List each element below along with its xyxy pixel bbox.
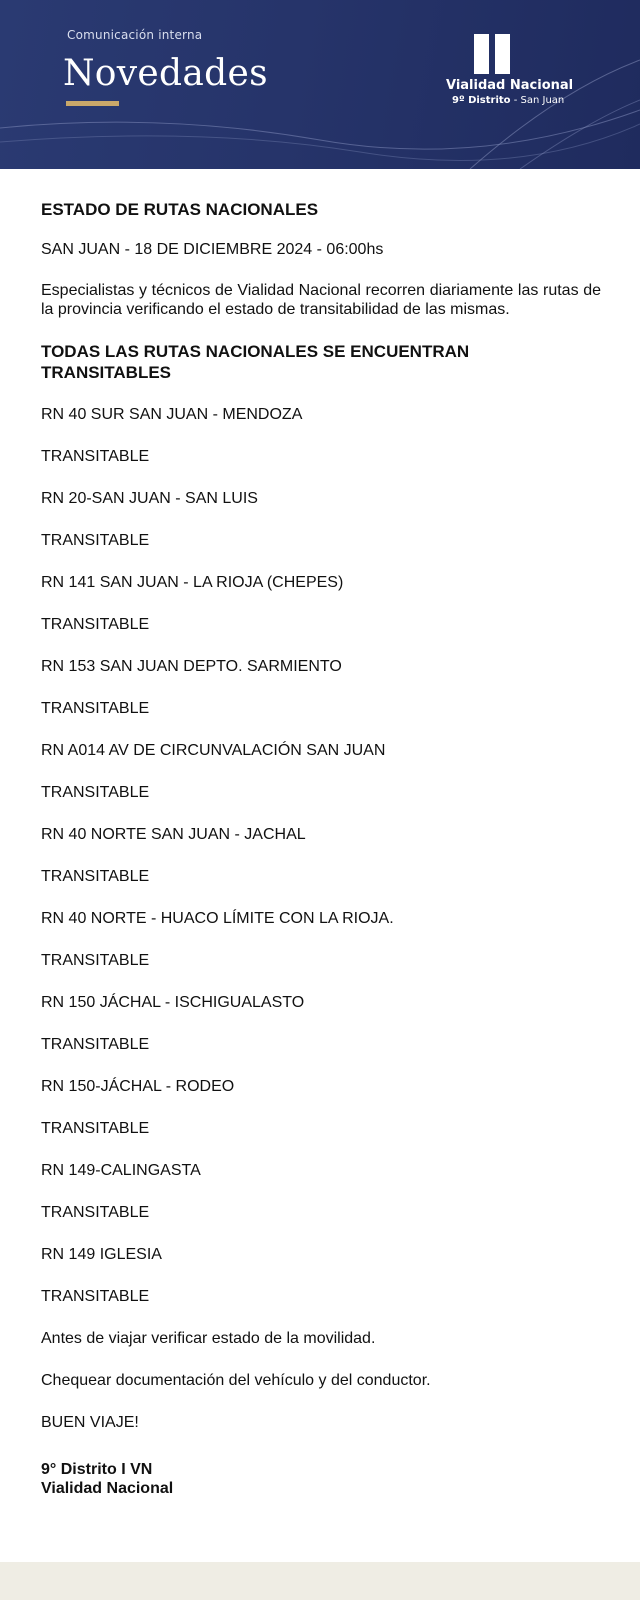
route-item [41, 1161, 601, 1222]
vialidad-logo-icon [474, 34, 510, 74]
signature [41, 1460, 601, 1498]
logo-brand-name: Vialidad Nacional [446, 78, 574, 93]
route-item [41, 573, 601, 634]
route-status: TRANSITABLE [41, 532, 150, 549]
title-underline [66, 101, 119, 106]
footer-band [0, 1562, 640, 1600]
route-name: RN 141 SAN JUAN - LA RIOJA (CHEPES) [41, 574, 344, 591]
route-name: RN 150 JÁCHAL - ISCHIGUALASTO [41, 994, 305, 1011]
article-body [41, 200, 601, 1498]
route-status: TRANSITABLE [41, 448, 150, 465]
route-status: TRANSITABLE [41, 784, 150, 801]
header-kicker: Comunicación interna [67, 28, 203, 42]
route-item [41, 993, 601, 1054]
route-name: RN 40 NORTE SAN JUAN - JACHAL [41, 826, 306, 843]
route-item [41, 489, 601, 550]
route-status: TRANSITABLE [41, 1036, 150, 1053]
route-status: TRANSITABLE [41, 1204, 150, 1221]
route-status: TRANSITABLE [41, 1288, 150, 1305]
route-item [41, 741, 601, 802]
travel-note-vehicle-status: Antes de viajar verificar estado de la movilidad. [41, 1330, 376, 1347]
route-name: RN 40 SUR SAN JUAN - MENDOZA [41, 406, 303, 423]
route-name: RN 149-CALINGASTA [41, 1162, 201, 1179]
header-title: Novedades [63, 53, 268, 94]
signature-line-org: Vialidad Nacional [41, 1480, 174, 1497]
route-item [41, 657, 601, 718]
newsletter-header [0, 0, 640, 169]
article-dateline: SAN JUAN - 18 DE DICIEMBRE 2024 - 06:00hs [41, 241, 384, 258]
logo-district-number: 9º Distrito [452, 95, 511, 106]
route-item [41, 405, 601, 466]
route-name: RN 40 NORTE - HUACO LÍMITE CON LA RIOJA. [41, 910, 394, 927]
logo-district [452, 95, 564, 106]
status-heading: TODAS LAS RUTAS NACIONALES SE ENCUENTRAN TRANSITABLES [41, 342, 470, 382]
travel-note-documentation: Chequear documentación del vehículo y del conductor. [41, 1372, 431, 1389]
route-status: TRANSITABLE [41, 700, 150, 717]
route-name: RN A014 AV DE CIRCUNVALACIÓN SAN JUAN [41, 742, 386, 759]
logo-district-place: - San Juan [510, 95, 565, 106]
route-name: RN 150-JÁCHAL - RODEO [41, 1078, 235, 1095]
article-heading: ESTADO DE RUTAS NACIONALES [41, 200, 319, 219]
route-item [41, 1077, 601, 1138]
route-status: TRANSITABLE [41, 616, 150, 633]
route-status: TRANSITABLE [41, 952, 150, 969]
route-list [41, 405, 601, 1306]
travel-note-farewell: BUEN VIAJE! [41, 1414, 139, 1431]
signature-line-district: 9° Distrito I VN [41, 1461, 153, 1478]
route-name: RN 153 SAN JUAN DEPTO. SARMIENTO [41, 658, 342, 675]
route-name: RN 20-SAN JUAN - SAN LUIS [41, 490, 258, 507]
route-status: TRANSITABLE [41, 868, 150, 885]
article-intro: Especialistas y técnicos de Vialidad Nacional recorren diariamente las rutas de la provincia verificando el estado de transitabilidad de las mismas. [41, 282, 601, 318]
route-item [41, 825, 601, 886]
route-status: TRANSITABLE [41, 1120, 150, 1137]
route-item [41, 1245, 601, 1306]
route-name: RN 149 IGLESIA [41, 1246, 162, 1263]
route-item [41, 909, 601, 970]
